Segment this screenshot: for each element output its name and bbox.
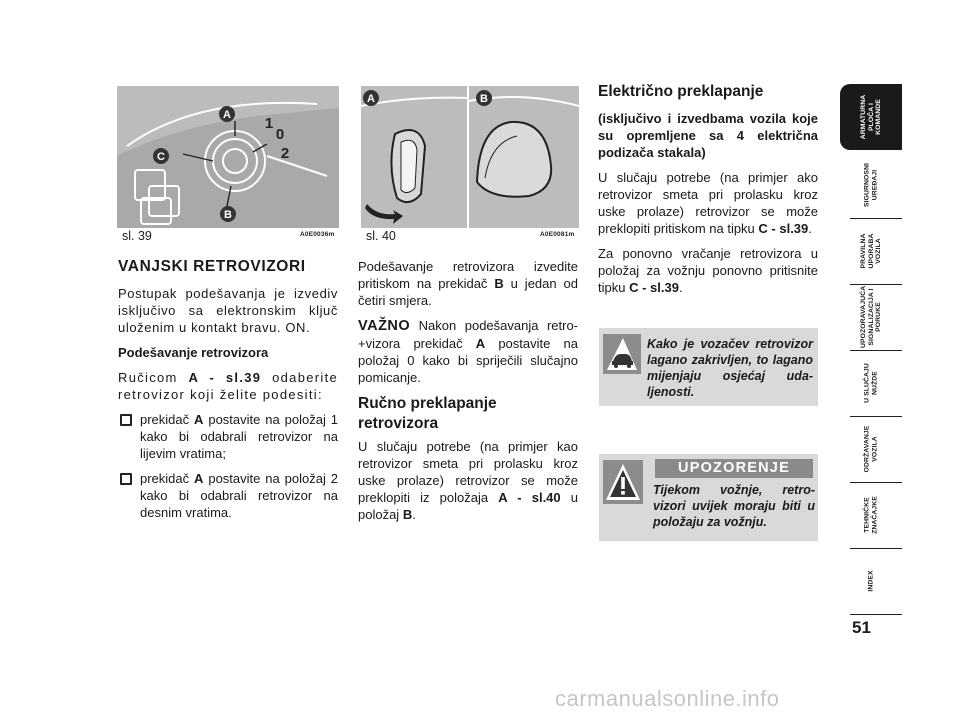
list-item: prekidač A postavite na položaj 2 kako bi odabrali retrovizor na desnim vratima. — [118, 470, 338, 521]
figure-39-caption: sl. 39 — [122, 229, 152, 243]
warning-text: Tijekom vožnje, retro- vizori uvijek moraju biti u položaju za vožnju. — [653, 483, 815, 529]
sidebar-tab[interactable] — [840, 284, 902, 350]
fig39-label-c: C — [157, 151, 165, 163]
column-3 — [598, 82, 818, 304]
sidebar-tab-label: PRAVILNA UPORABA VOZILA — [859, 233, 882, 269]
page-number: 51 — [852, 618, 871, 637]
fig39-label-2: 2 — [280, 145, 290, 162]
fig39-label-b: B — [224, 209, 232, 221]
figure-40-code: A0E0081m — [540, 231, 575, 238]
checkbox-bullet-icon — [120, 473, 132, 485]
list-item: prekidač A postavite na položaj 1 kako bi odabrali retrovizor na lijevim vratima; — [118, 411, 338, 462]
adjust-heading: Podešavanje retrovizora — [118, 345, 269, 360]
warning-triangle-icon — [603, 460, 643, 504]
electric-fold-subtitle: (isključivo i izvedbama vozila koje su opremljene sa 4 električna podizača stakala) — [598, 111, 818, 160]
fig40-label-a: A — [367, 93, 375, 105]
section-title: VANJSKI RETROVIZORI — [118, 258, 306, 275]
note-box — [599, 328, 818, 406]
figure-39-code: A0E0036m — [300, 231, 335, 238]
electric-fold-heading: Električno preklapanje — [598, 83, 764, 100]
sidebar-tab[interactable] — [840, 350, 902, 416]
sidebar-tab[interactable] — [840, 84, 902, 150]
car-tilt-icon — [603, 334, 641, 374]
watermark: carmanualsonline.info — [555, 686, 780, 711]
sidebar-tab[interactable] — [840, 482, 902, 548]
figure-40-caption: sl. 40 — [366, 229, 396, 243]
figure-40-drawing — [361, 86, 579, 228]
sidebar-tab[interactable] — [840, 152, 902, 218]
fig39-label-a: A — [223, 109, 231, 121]
electric-fold-paragraph: U slučaju potrebe (na primjer ako retrovizor smeta pri prolasku kroz uske prolaze) retrovizor se može preklopiti pritiskom na tipku C - sl.39. — [598, 170, 818, 236]
restore-paragraph: Za ponovno vračanje retrovizora u položaj za vožnju ponovno pritisnite tipku C - sl.39. — [598, 246, 818, 295]
sidebar-tab[interactable] — [840, 218, 902, 284]
figure-40 — [361, 86, 579, 228]
column-1 — [118, 258, 338, 529]
sidebar-tab-label: INDEX — [867, 570, 875, 592]
note-icon-frame — [603, 334, 641, 374]
note-text: Kako je vozačev retrovizor lagano zakrivljen, to lagano mijenjaju osjećaj uda- ljenosti. — [647, 337, 813, 399]
chapter-sidebar — [840, 58, 902, 618]
intro-paragraph: Postupak podešavanja je izvediv isključivo sa elektronskim ključ uloženim u kontakt bravu. ON. — [118, 286, 338, 335]
warning-label: UPOZORENJE — [655, 459, 813, 478]
sidebar-divider — [850, 614, 902, 615]
important-paragraph: VAŽNO Nakon podešavanja retro- +vizora prekidač A postavite na položaj 0 kako bi spriječili slučajno pomicanje. — [358, 318, 578, 385]
warning-box — [599, 454, 818, 541]
sidebar-tab-label: TEHNIČKE ZNAČAJKE — [863, 496, 878, 534]
column-2 — [358, 258, 578, 531]
sidebar-tab[interactable] — [840, 416, 902, 482]
figure-39-drawing — [117, 86, 339, 228]
warning-icon-frame — [603, 460, 643, 504]
sidebar-tab-label: SIGURNOSNI UREĐAJI — [863, 162, 878, 208]
figure-39 — [117, 86, 339, 228]
sidebar-tab-label: ODRŽAVANJE VOZILA — [863, 425, 878, 473]
select-paragraph: Ručicom A - sl.39 odaberite retrovizor koji želite podesiti: — [118, 370, 339, 402]
adjust-paragraph: Podešavanje retrovizora izvedite pritiskom na prekidač B u jedan od četiri smjera. — [358, 259, 578, 308]
fig39-label-1: 1 — [264, 115, 274, 132]
manual-fold-heading: Ručno preklapanje retrovizora — [358, 395, 497, 432]
sidebar-tab-label: UPOZORAVAJUĆA SIGNALIZACIJA I PORUKE — [859, 285, 882, 348]
sidebar-tab-label: ARMATURNA PLOČA I KOMANDE — [859, 94, 882, 140]
sidebar-tab[interactable] — [840, 548, 902, 614]
fig39-label-0: 0 — [275, 126, 285, 143]
manual-fold-paragraph: U slučaju potrebe (na primjer kao retrovizor smeta pri prolasku kroz uske prolaze) retrovizor se može preklopiti iz položaja A - sl.40 u položaj B. — [358, 439, 578, 522]
fig40-label-b: B — [480, 93, 488, 105]
checkbox-bullet-icon — [120, 414, 132, 426]
sidebar-tab-label: U SLUČAJU NUŽDE — [863, 363, 878, 403]
